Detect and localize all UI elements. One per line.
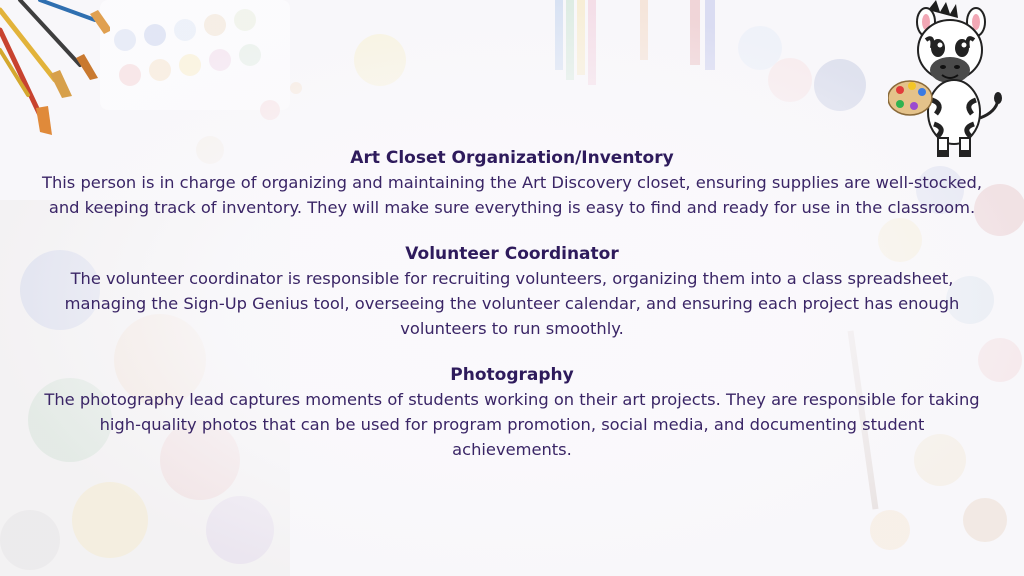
zebra-mascot-icon — [888, 0, 1008, 160]
section-volunteer-coordinator — [40, 242, 984, 341]
section-body: The photography lead captures moments of students working on their art projects. They are responsible for taking high-quality photos that can be used for program promotion, social media, and documenting student achievements. — [44, 390, 980, 459]
paint-brushes-icon — [0, 0, 110, 140]
section-body: The volunteer coordinator is responsible for recruiting volunteers, organizing them into a class spreadsheet, managing the Sign-Up Genius tool, overseeing the volunteer calendar, and ensuring each project has enough volunteers to run smoothly. — [64, 269, 960, 338]
section-art-closet — [40, 146, 984, 220]
roles-content — [40, 146, 984, 484]
section-body: This person is in charge of organizing and maintaining the Art Discovery closet, ensuring supplies are well-stocked, and keeping track of inventory. They will make sure everything is easy to find and ready for use in the classroom. — [42, 173, 982, 217]
section-photography — [40, 363, 984, 462]
section-heading: Photography — [450, 365, 574, 385]
section-heading: Art Closet Organization/Inventory — [350, 148, 674, 168]
section-heading: Volunteer Coordinator — [405, 244, 619, 264]
